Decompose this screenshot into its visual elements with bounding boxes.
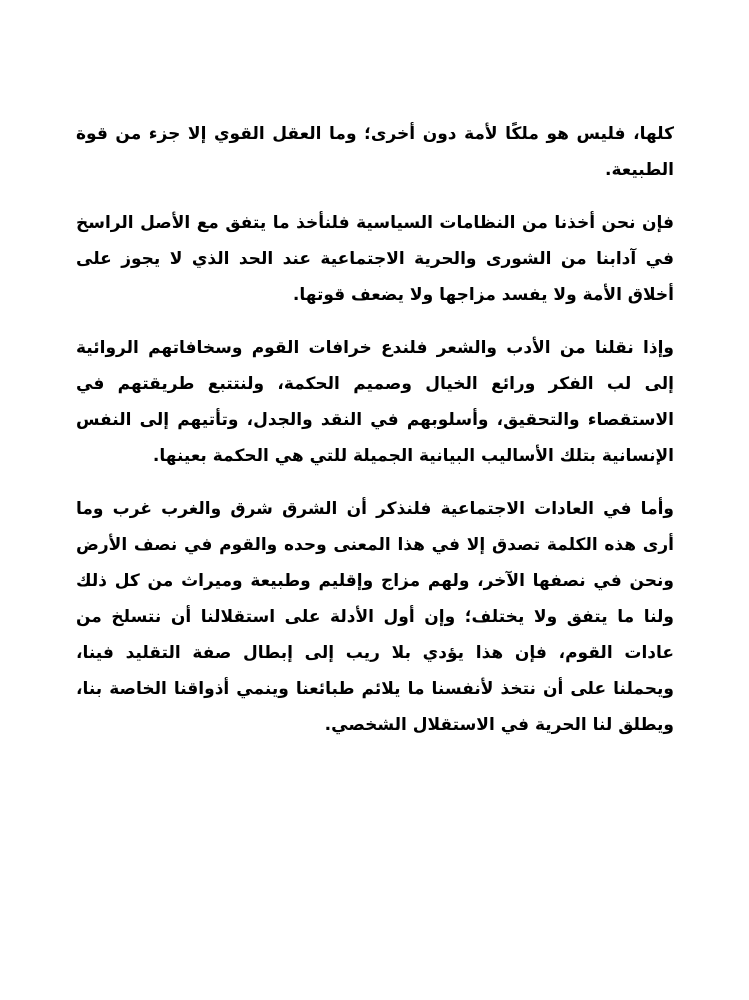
paragraph-2: فإن نحن أخذنا من النظامات السياسية فلنأخذ ما يتفق مع الأصل الراسخ في آدابنا من الشورى والحرية الاجتماعية عند الحد الذي لا يجوز على أخلاق الأمة ولا يفسد مزاجها ولا يضعف قوتها. [76, 213, 674, 305]
document-body [76, 116, 674, 743]
paragraph-1: كلها، فليس هو ملكًا لأمة دون أخرى؛ وما العقل القوي إلا جزء من قوة الطبيعة. [76, 124, 674, 180]
paragraph-3: وإذا نقلنا من الأدب والشعر فلندع خرافات القوم وسخافاتهم الروائية إلى لب الفكر ورائع الخيال وصميم الحكمة، ولنتتبع طريقتهم في الاستقصاء والتحقيق، وأسلوبهم في النقد والجدل، وتأتيهم إلى النفس الإنسانية بتلك الأساليب البيانية الجميلة للتي هي الحكمة بعينها. [76, 338, 674, 466]
paragraph-4: وأما في العادات الاجتماعية فلنذكر أن الشرق شرق والغرب غرب وما أرى هذه الكلمة تصدق إلا في هذا المعنى وحده والقوم في نصف الأرض ونحن في نصفها الآخر، ولهم مزاج وإقليم وطبيعة وميراث من كل ذلك ولنا ما يتفق ولا يختلف؛ وإن أول الأدلة على استقلالنا أن نتسلخ من عادات القوم، فإن هذا يؤدي بلا ريب إلى إبطال صفة التقليد فينا، ويحملنا على أن نتخذ لأنفسنا ما يلائم طبائعنا وينمي أذواقنا الخاصة بنا، ويطلق لنا الحرية في الاستقلال الشخصي. [76, 499, 674, 735]
